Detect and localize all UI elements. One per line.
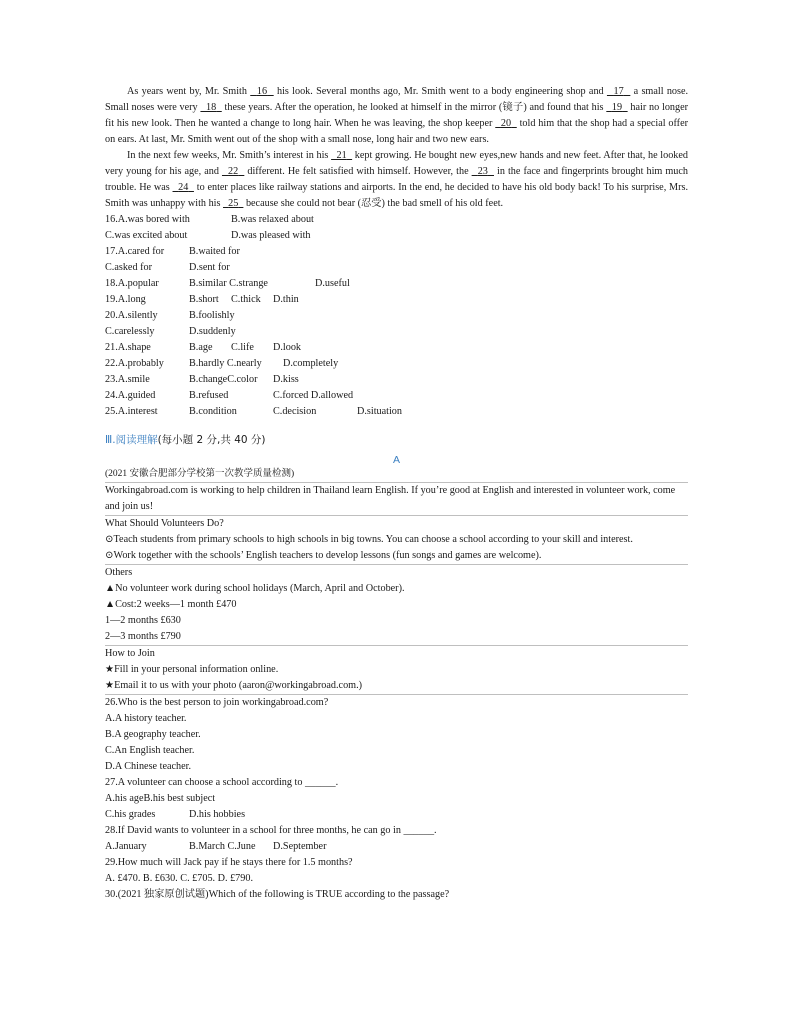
ad-others-item-3: 1—2 months £630 (105, 615, 181, 626)
reading-questions (105, 695, 688, 903)
ad-join-title: How to Join (105, 648, 155, 659)
section-heading: Ⅲ.阅读理解(每小题 2 分,共 40 分) (105, 434, 266, 446)
question-26: 26.Who is the best person to join workingabroad.com? (105, 697, 329, 708)
option-row-17b: C.asked for D.sent for (105, 262, 230, 273)
ad-others-item-2: ▲Cost:2 weeks—1 month £470 (105, 599, 237, 610)
question-26-option-b: B.A geography teacher. (105, 729, 201, 740)
option-row-20b: C.carelessly D.suddenly (105, 326, 236, 337)
option-row-25: 25.A.interest B.condition C.decision D.situation (105, 406, 402, 417)
option-row-18: 18.A.popular B.similar C.strange D.useful (105, 278, 350, 289)
option-row-23: 23.A.smile B.changeC.color D.kiss (105, 374, 299, 385)
option-row-22: 22.A.probably B.hardly C.nearly D.completely (105, 358, 339, 369)
ad-others-item-1: ▲No volunteer work during school holidays (March, April and October). (105, 583, 405, 594)
blank-16: 16 (256, 86, 268, 97)
passage-source: (2021 安徽合肥部分学校第一次教学质量检测) (105, 466, 688, 483)
question-26-option-c: C.An English teacher. (105, 745, 195, 756)
ad-what-item-1: ⊙Teach students from primary schools to high schools in big towns. You can choose a school according to your skill and interest. (105, 534, 633, 545)
blank-25: 25 (228, 198, 239, 209)
cloze-paragraph-2: In the next few weeks, Mr. Smith’s interest in his 21 kept growing. He bought new eyes,new hands and new feet. After that, he looked very young for his age, and 22 different. He felt satisfied with himself. However, the 23 in the face and fingerprints brought him much trouble. He was 24 to enter places like railway stations and airports. In the end, he decided to have his old body back! To his surprise, Mrs. Smith was unhappy with his 25 because she could not bear (忍受) the bad smell of his old feet. (105, 150, 689, 209)
option-row-20a: 20.A.silently B.foolishly (105, 310, 235, 321)
ad-others-item-4: 2—3 months £790 (105, 629, 688, 646)
blank-24: 24 (178, 182, 189, 193)
blank-22: 22 (228, 166, 239, 177)
option-row-19: 19.A.long B.short C.thick D.thin (105, 294, 299, 305)
cloze-options (105, 212, 688, 420)
blank-19: 19 (611, 102, 623, 113)
blank-20: 20 (500, 118, 512, 129)
question-29: 29.How much will Jack pay if he stays there for 1.5 months? (105, 857, 353, 868)
ad-others-title: Others (105, 567, 133, 578)
ad-join-item-2: ★Email it to us with your photo (aaron@workingabroad.com.) (105, 678, 688, 695)
question-28-options: A.January B.March C.June D.September (105, 841, 327, 852)
ad-join-item-1: ★Fill in your personal information online. (105, 664, 279, 675)
ad-intro: Workingabroad.com is working to help children in Thailand learn English. If you’re good at English and interested in volunteer work, come and join us! (105, 483, 688, 516)
option-row-16a: 16.A.was bored with B.was relaxed about (105, 214, 314, 225)
option-row-24: 24.A.guided B.refused C.forced D.allowed (105, 390, 354, 401)
blank-23: 23 (477, 166, 488, 177)
question-27-options-cd: C.his grades D.his hobbies (105, 809, 246, 820)
blank-21: 21 (336, 150, 347, 161)
option-row-17a: 17.A.cared for B.waited for (105, 246, 240, 257)
question-28: 28.If David wants to volunteer in a school for three months, he can go in ______. (105, 825, 437, 836)
question-26-option-a: A.A history teacher. (105, 713, 187, 724)
ad-what-title: What Should Volunteers Do? (105, 518, 224, 529)
volunteer-ad (105, 483, 688, 695)
option-row-21: 21.A.shape B.age C.life D.look (105, 342, 302, 353)
question-30: 30.(2021 独家原创试题)Which of the following is TRUE according to the passage? (105, 889, 450, 900)
ad-what-item-2: ⊙Work together with the schools’ English teachers to develop lessons (fun songs and games are welcome). (105, 548, 688, 565)
question-26-option-d: D.A Chinese teacher. (105, 761, 192, 772)
cloze-paragraph-1: As years went by, Mr. Smith 16 his look. Several months ago, Mr. Smith went to a body engineering shop and 17 a small nose. Small noses were very 18 these years. After the operation, he looked at himself in the mirror (镜子) and found that his 19 hair no longer fit his new look. Then he wanted a change to long hair. When he was leaving, the shop keeper 20 told him that the shop had a special offer on ears. At last, Mr. Smith went out of the shop with a small nose, long hair and two new ears. (105, 86, 689, 145)
option-row-16b: C.was excited about D.was pleased with (105, 230, 311, 241)
blank-17: 17 (613, 86, 624, 97)
passage-letter: A (392, 454, 400, 466)
question-27: 27.A volunteer can choose a school according to ______. (105, 777, 339, 788)
question-29-options: A. £470. B. £630. C. £705. D. £790. (105, 873, 254, 884)
blank-18: 18 (206, 102, 217, 113)
document-page (105, 84, 688, 903)
question-27-options-ab: A.his ageB.his best subject (105, 793, 216, 804)
